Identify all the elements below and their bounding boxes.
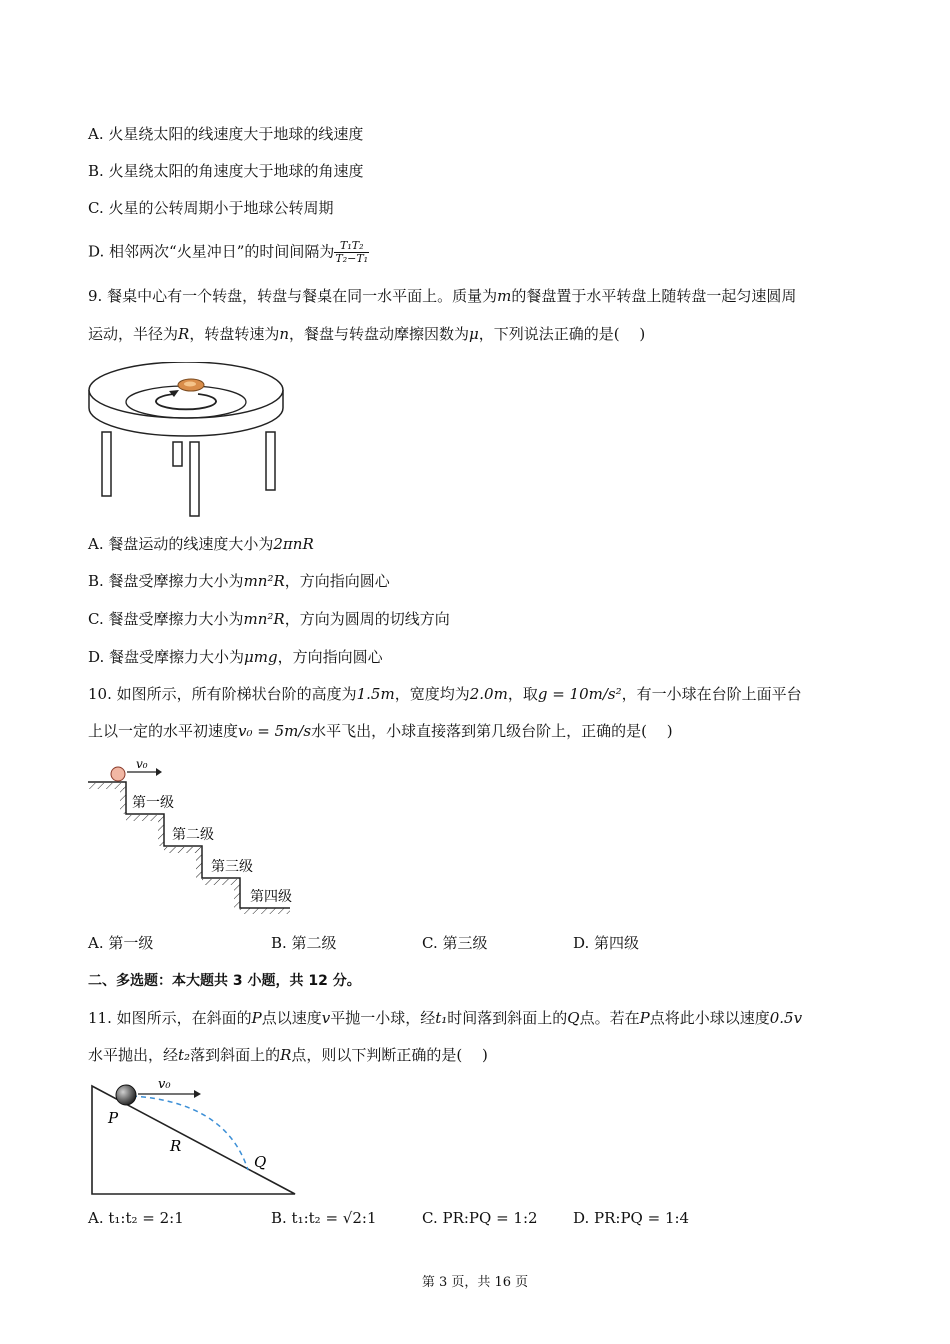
q11-point-p: P bbox=[639, 1009, 650, 1027]
q11-stem-line-2 bbox=[88, 1044, 488, 1066]
option-text: ，方向为圆周的切线方向 bbox=[284, 610, 450, 628]
q11-text: 平抛一小球，经 bbox=[330, 1009, 436, 1027]
q10-step-label: 第四级 bbox=[250, 889, 292, 905]
q11-text: 点，则以下判断正确的是( ) bbox=[291, 1046, 488, 1064]
q10-text: ，宽度均为 bbox=[394, 685, 470, 703]
q11-option-a: A. t₁:t₂ = 2:1 bbox=[88, 1209, 184, 1227]
q8-option-a: A. 火星绕太阳的线速度大于地球的线速度 bbox=[88, 125, 364, 143]
q8-option-c: C. 火星的公转周期小于地球公转周期 bbox=[88, 199, 334, 217]
fraction-numerator: T₁T₂ bbox=[334, 240, 369, 253]
q11-fig-v0-label: v₀ bbox=[158, 1078, 171, 1092]
q11-text: 11. 如图所示，在斜面的 bbox=[88, 1009, 252, 1027]
q11-incline-figure bbox=[86, 1078, 306, 1200]
q11-point-p: P bbox=[251, 1009, 262, 1027]
q11-text: 落到斜面上的 bbox=[190, 1046, 281, 1064]
q8-option-d-fraction bbox=[334, 240, 369, 265]
option-math: mn²R bbox=[243, 572, 285, 590]
q10-text: 10. 如图所示，所有阶梯状台阶的高度为 bbox=[88, 685, 357, 703]
q10-step-label: 第三级 bbox=[211, 859, 253, 875]
q11-velocity: v bbox=[321, 1009, 331, 1027]
q9-text: 运动，半径为 bbox=[88, 325, 179, 343]
q11-time-2: t₂ bbox=[178, 1046, 191, 1064]
q10-stem-line-1 bbox=[88, 683, 802, 705]
q8-option-d-text: D. 相邻两次“火星冲日”的时间间隔为 bbox=[88, 242, 335, 261]
q11-option-b: B. t₁:t₂ = √2:1 bbox=[271, 1209, 377, 1227]
option-text: C. 餐盘受摩擦力大小为 bbox=[88, 610, 244, 628]
option-math: μmg bbox=[244, 648, 278, 666]
q10-step-label: 第一级 bbox=[132, 795, 174, 811]
q8-option-b: B. 火星绕太阳的角速度大于地球的角速度 bbox=[88, 162, 364, 180]
option-math: 2πnR bbox=[273, 535, 314, 553]
q11-text: 水平抛出，经 bbox=[88, 1046, 179, 1064]
q10-stairs-figure bbox=[86, 758, 316, 918]
q11-fig-q-label: Q bbox=[254, 1153, 267, 1171]
q11-text: 点将此小球以速度 bbox=[649, 1009, 770, 1027]
q11-time-1: t₁ bbox=[435, 1009, 448, 1027]
q10-width: 2.0m bbox=[469, 685, 508, 703]
q9-text: 9. 餐桌中心有一个转盘，转盘与餐桌在同一水平面上。质量为 bbox=[88, 287, 498, 305]
q10-text: ，取 bbox=[507, 685, 538, 703]
q11-fig-r-label: R bbox=[170, 1137, 182, 1155]
q9-stem-line-1 bbox=[88, 285, 796, 307]
q10-text: 水平飞出，小球直接落到第几级台阶上，正确的是( ) bbox=[311, 722, 673, 740]
q10-option-d: D. 第四级 bbox=[573, 934, 640, 952]
q8-option-d bbox=[88, 240, 369, 265]
q11-point-q: Q bbox=[567, 1009, 580, 1027]
q9-mu-symbol: μ bbox=[469, 325, 479, 343]
q11-text: 时间落到斜面上的 bbox=[447, 1009, 568, 1027]
q10-height: 1.5m bbox=[356, 685, 395, 703]
q9-stem-line-2 bbox=[88, 323, 645, 345]
q10-initial-velocity: v₀ = 5m/s bbox=[238, 722, 312, 740]
q11-half-velocity: 0.5v bbox=[769, 1009, 803, 1027]
q11-text: 点以速度 bbox=[261, 1009, 322, 1027]
q10-text: 上以一定的水平初速度 bbox=[88, 722, 239, 740]
q9-text: ，餐盘与转盘动摩擦因数为 bbox=[289, 325, 470, 343]
q10-option-b: B. 第二级 bbox=[271, 934, 337, 952]
q9-speed-symbol: n bbox=[279, 325, 289, 343]
page-number-footer: 第 3 页，共 16 页 bbox=[421, 1275, 529, 1290]
q11-text: 点。若在 bbox=[579, 1009, 640, 1027]
q9-table-figure bbox=[86, 362, 286, 522]
option-text: ，方向指向圆心 bbox=[284, 572, 390, 590]
q9-text: ，转盘转速为 bbox=[189, 325, 280, 343]
q11-option-d: D. PR:PQ = 1:4 bbox=[573, 1209, 690, 1227]
q9-radius-symbol: R bbox=[178, 325, 190, 343]
option-text: D. 餐盘受摩擦力大小为 bbox=[88, 648, 245, 666]
q11-fig-p-label: P bbox=[108, 1109, 119, 1127]
q11-stem-line-1 bbox=[88, 1007, 802, 1029]
option-text: ，方向指向圆心 bbox=[277, 648, 383, 666]
q10-stem-line-2 bbox=[88, 720, 673, 742]
fraction-denominator: T₂−T₁ bbox=[335, 252, 369, 265]
q11-option-c: C. PR:PQ = 1:2 bbox=[422, 1209, 538, 1227]
q9-mass-symbol: m bbox=[497, 287, 512, 305]
q9-text: 的餐盘置于水平转盘上随转盘一起匀速圆周 bbox=[511, 287, 797, 305]
q10-step-label: 第二级 bbox=[172, 827, 214, 843]
q10-text: ，有一小球在台阶上面平台 bbox=[621, 685, 802, 703]
q9-text: ，下列说法正确的是( ) bbox=[478, 325, 646, 343]
q9-option-a bbox=[88, 533, 314, 555]
q9-option-c bbox=[88, 608, 450, 630]
section-heading: 二、多选题：本大题共 3 小题，共 12 分。 bbox=[88, 973, 361, 989]
q10-option-c: C. 第三级 bbox=[422, 934, 488, 952]
option-math: mn²R bbox=[243, 610, 285, 628]
q11-point-r: R bbox=[280, 1046, 292, 1064]
option-text: A. 餐盘运动的线速度大小为 bbox=[88, 535, 274, 553]
q10-gravity: g = 10m/s² bbox=[537, 685, 622, 703]
q10-option-a: A. 第一级 bbox=[88, 934, 154, 952]
q9-option-b bbox=[88, 570, 390, 592]
q10-fig-v0-label: v₀ bbox=[136, 758, 148, 771]
q9-option-d bbox=[88, 646, 383, 668]
option-text: B. 餐盘受摩擦力大小为 bbox=[88, 572, 244, 590]
